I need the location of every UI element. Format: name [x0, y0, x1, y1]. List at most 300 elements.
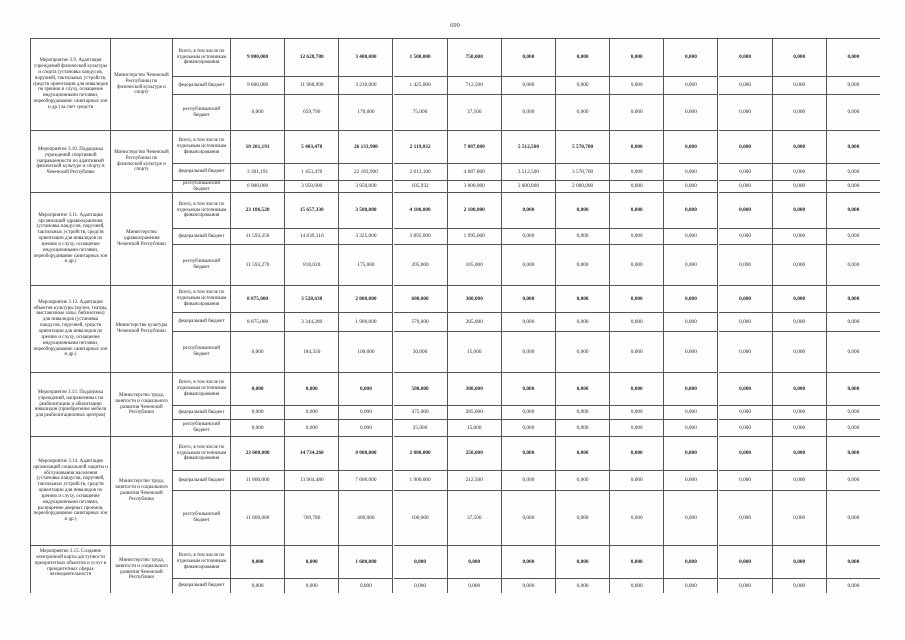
- value-cell-text: 205,000: [411, 261, 429, 268]
- value-cell: [339, 95, 393, 131]
- value-cell: [610, 164, 664, 181]
- funding-source-label-text: федеральный бюджет: [178, 169, 225, 175]
- value-cell-text: 0,000: [847, 295, 860, 302]
- value-cell: [827, 131, 880, 164]
- value-cell-text: 0,000: [684, 409, 697, 416]
- value-cell-text: 14 839,310: [299, 233, 324, 240]
- value-cell: [610, 95, 664, 131]
- value-cell: [610, 131, 664, 164]
- value-cell-text: 0,000: [305, 409, 318, 416]
- value-cell: [339, 164, 393, 181]
- value-cell-text: 0,000: [739, 450, 752, 457]
- value-cell-text: 5 512,500: [517, 143, 539, 150]
- funding-source-label-text: республиканский бюджет: [182, 259, 220, 270]
- value-cell-text: 0,000: [684, 450, 697, 457]
- value-cell-text: 1 453,470: [301, 168, 323, 175]
- responsible-executor: [111, 131, 173, 193]
- funding-source-label: [173, 131, 231, 164]
- value-cell: [827, 313, 880, 332]
- value-cell: [664, 286, 718, 313]
- value-cell: [556, 420, 610, 437]
- funding-source-label: [173, 491, 231, 546]
- value-cell-text: 14 734,260: [299, 450, 324, 457]
- value-cell-text: 0,000: [739, 385, 752, 392]
- value-cell-text: 170,000: [357, 109, 375, 116]
- measure-name-text: Мероприятие 3.9. Адаптация учреждений физической культуры и спорта (установка пандусов, поручней, тактильных устройств, средств ориентации для инвалидов по зрению и слуху, оснащение индукционными петлями, переоборудование санитарных зон и др.) за счет средств: [33, 58, 108, 110]
- value-cell-text: 10 201,191: [245, 143, 270, 150]
- value-cell: [664, 579, 718, 593]
- responsible-executor-text: Министерство труда, занятости и социального развития Чеченской Республики: [115, 392, 168, 416]
- value-cell: [394, 579, 448, 593]
- value-cell-text: 0,000: [576, 514, 589, 521]
- value-cell: [610, 437, 664, 471]
- funding-source-label-text: федеральный бюджет: [178, 82, 225, 88]
- value-cell: [285, 313, 339, 332]
- value-cell-text: 250,000: [465, 450, 483, 457]
- value-cell-text: 0,000: [522, 477, 535, 484]
- value-cell: [719, 245, 773, 286]
- value-cell: [448, 286, 502, 313]
- value-cell: [719, 373, 773, 406]
- value-cell-text: 105,932: [411, 183, 429, 190]
- value-cell: [664, 193, 718, 229]
- value-cell: [502, 229, 556, 245]
- value-cell: [719, 546, 773, 579]
- value-cell: [394, 39, 448, 77]
- value-cell-text: 0,000: [630, 514, 643, 521]
- value-cell-text: 9 800,000: [246, 82, 269, 89]
- value-cell: [231, 131, 285, 164]
- measure-name-text: Мероприятие 3.13. Поддержка учреждений, направленных на реабилитацию и абилитацию инвалидов (приобретение мебели для реабилитационных центров): [34, 389, 107, 419]
- value-cell: [339, 193, 393, 229]
- value-cell-text: 0,000: [847, 424, 860, 431]
- value-cell-text: 0,000: [576, 477, 589, 484]
- funding-source-label: [173, 373, 231, 406]
- value-cell: [339, 77, 393, 95]
- value-cell-text: 8 875,000: [246, 318, 269, 325]
- funding-source-label-text: федеральный бюджет: [178, 319, 225, 325]
- value-cell-text: 0,000: [739, 348, 752, 355]
- value-cell: [394, 286, 448, 313]
- value-cell-text: 0,000: [847, 409, 860, 416]
- value-cell-text: 0,000: [576, 450, 589, 457]
- funding-source-label-text: республиканский бюджет: [182, 106, 220, 118]
- value-cell-text: 0,000: [359, 409, 372, 416]
- value-cell: [719, 437, 773, 471]
- value-cell: [610, 579, 664, 593]
- value-cell-text: 0,000: [576, 261, 589, 268]
- funding-source-label-text: федеральный бюджет: [178, 233, 225, 239]
- funding-source-label-text: республиканский бюджет: [182, 181, 220, 192]
- value-cell: [285, 332, 339, 373]
- value-cell: [719, 77, 773, 95]
- value-cell: [502, 193, 556, 229]
- value-cell: [827, 181, 880, 193]
- value-cell: [394, 420, 448, 437]
- value-cell: [719, 491, 773, 546]
- value-cell: [664, 406, 718, 420]
- value-cell-text: 0,000: [793, 514, 806, 521]
- value-cell: [231, 193, 285, 229]
- value-cell-text: 3 895,000: [409, 233, 431, 240]
- value-cell: [339, 313, 393, 332]
- responsible-executor-text: Министерство Чеченской Республики по физической культуре и спорту: [114, 149, 169, 173]
- value-cell: [285, 164, 339, 181]
- value-cell-text: 0,000: [684, 385, 697, 392]
- value-cell: [827, 286, 880, 313]
- value-cell-text: 0,000: [847, 318, 860, 325]
- value-cell: [448, 229, 502, 245]
- value-cell: [285, 77, 339, 95]
- value-cell: [394, 491, 448, 546]
- value-cell-text: 818,020: [303, 261, 321, 268]
- value-cell-text: 0,000: [468, 582, 481, 589]
- value-cell-text: 0,000: [739, 143, 752, 150]
- value-cell: [502, 131, 556, 164]
- value-cell: [448, 373, 502, 406]
- value-cell: [773, 406, 827, 420]
- funding-source-label: [173, 39, 231, 77]
- value-cell: [339, 491, 393, 546]
- value-cell-text: 0,000: [847, 558, 860, 565]
- value-cell: [556, 131, 610, 164]
- value-cell-text: 600,000: [411, 295, 429, 302]
- value-cell-text: 0,000: [847, 477, 860, 484]
- value-cell-text: 3 950,000: [301, 183, 323, 190]
- value-cell-text: 22 183,900: [353, 168, 378, 175]
- value-cell-text: 7 087,800: [463, 143, 485, 150]
- value-cell-text: 0,000: [251, 582, 264, 589]
- value-cell-text: 285,000: [465, 318, 483, 325]
- value-cell: [773, 229, 827, 245]
- value-cell-text: 3 400,000: [355, 54, 377, 61]
- value-cell-text: 0,000: [793, 143, 806, 150]
- value-cell: [719, 420, 773, 437]
- value-cell: [773, 131, 827, 164]
- value-cell-text: 0,000: [847, 261, 860, 268]
- value-cell: [773, 420, 827, 437]
- value-cell: [448, 193, 502, 229]
- value-cell-text: 184,350: [303, 348, 321, 355]
- value-cell-text: 0,000: [359, 385, 372, 392]
- value-cell-text: 11 593,270: [245, 261, 270, 268]
- value-cell: [394, 437, 448, 471]
- value-cell: [285, 229, 339, 245]
- value-cell-text: 4 087,800: [463, 168, 485, 175]
- value-cell-text: 0,000: [630, 450, 643, 457]
- value-cell: [556, 491, 610, 546]
- value-cell: [827, 406, 880, 420]
- value-cell-text: 2 000,000: [409, 450, 431, 457]
- value-cell-text: 0,000: [739, 558, 752, 565]
- value-cell-text: 0,000: [739, 82, 752, 89]
- value-cell-text: 0,000: [251, 348, 264, 355]
- value-cell: [773, 164, 827, 181]
- value-cell: [231, 546, 285, 579]
- value-cell-text: 9 800,000: [246, 54, 269, 61]
- value-cell: [448, 579, 502, 593]
- value-cell: [773, 77, 827, 95]
- value-cell-text: 0,000: [251, 424, 264, 431]
- value-cell: [827, 95, 880, 131]
- value-cell-text: 0,000: [793, 348, 806, 355]
- value-cell: [231, 437, 285, 471]
- value-cell-text: 0,000: [847, 207, 860, 214]
- value-cell: [556, 471, 610, 491]
- value-cell-text: 4 100,000: [409, 207, 431, 214]
- funding-source-label: [173, 420, 231, 437]
- value-cell-text: 300,000: [465, 295, 483, 302]
- value-cell-text: 0,000: [630, 207, 643, 214]
- value-cell-text: 0,000: [739, 409, 752, 416]
- value-cell: [502, 373, 556, 406]
- value-cell-text: 0,000: [630, 54, 643, 61]
- value-cell: [448, 332, 502, 373]
- value-cell-text: 100,000: [357, 348, 375, 355]
- value-cell-text: 0,000: [630, 424, 643, 431]
- value-cell: [285, 39, 339, 77]
- value-cell-text: 0,000: [739, 168, 752, 175]
- value-cell: [394, 229, 448, 245]
- value-cell-text: 475,000: [411, 409, 429, 416]
- value-cell: [773, 181, 827, 193]
- value-cell: [556, 229, 610, 245]
- value-cell-text: 0,000: [793, 450, 806, 457]
- value-cell-text: 0,000: [684, 424, 697, 431]
- value-cell: [285, 95, 339, 131]
- value-cell-text: 0,000: [522, 385, 535, 392]
- value-cell-text: 0,000: [793, 183, 806, 190]
- value-cell: [664, 77, 718, 95]
- value-cell-text: 0,000: [576, 109, 589, 116]
- value-cell-text: 0,000: [684, 514, 697, 521]
- value-cell-text: 0,000: [847, 82, 860, 89]
- value-cell: [502, 579, 556, 593]
- funding-source-label: [173, 437, 231, 471]
- value-cell: [827, 39, 880, 77]
- value-cell-text: 0,000: [359, 582, 372, 589]
- value-cell-text: 0,000: [576, 54, 589, 61]
- value-cell-text: 2 000,000: [355, 295, 377, 302]
- value-cell-text: 0,000: [739, 233, 752, 240]
- value-cell: [502, 245, 556, 286]
- measure-name-text: Мероприятие 3.10. Поддержка учреждений спортивной направленности по адаптивной физической культуре и спорту в Чеченской Республике: [36, 146, 105, 176]
- value-cell: [773, 95, 827, 131]
- value-cell: [556, 437, 610, 471]
- value-cell-text: 0,000: [251, 558, 264, 565]
- value-cell-text: 0,000: [739, 582, 752, 589]
- value-cell-text: 400,000: [357, 514, 375, 521]
- value-cell: [556, 286, 610, 313]
- value-cell-text: 500,000: [411, 385, 429, 392]
- value-cell-text: 3 230,000: [355, 82, 377, 89]
- value-cell: [827, 373, 880, 406]
- value-cell-text: 0,000: [522, 450, 535, 457]
- measure-name: [31, 437, 111, 546]
- value-cell: [664, 181, 718, 193]
- value-cell-text: 0,000: [793, 207, 806, 214]
- value-cell: [448, 95, 502, 131]
- value-cell-text: 0,000: [793, 424, 806, 431]
- value-cell-text: 6 900,000: [246, 183, 269, 190]
- value-cell-text: 769,780: [303, 514, 321, 521]
- value-cell: [448, 181, 502, 193]
- value-cell: [285, 245, 339, 286]
- value-cell-text: 0,000: [630, 233, 643, 240]
- value-cell-text: 0,000: [576, 318, 589, 325]
- value-cell-text: 1 900,000: [355, 318, 377, 325]
- value-cell: [394, 546, 448, 579]
- value-cell: [664, 471, 718, 491]
- value-cell-text: 0,000: [414, 582, 427, 589]
- value-cell-text: 0,000: [522, 82, 535, 89]
- value-cell-text: 1 600,000: [355, 558, 377, 565]
- value-cell-text: 0,000: [793, 168, 806, 175]
- value-cell-text: 8 000,000: [355, 450, 377, 457]
- value-cell-text: 0,000: [576, 385, 589, 392]
- value-cell-text: 0,000: [630, 385, 643, 392]
- value-cell-text: 0,000: [739, 295, 752, 302]
- value-cell: [339, 579, 393, 593]
- funding-source-label: [173, 313, 231, 332]
- value-cell-text: 3 301,191: [246, 168, 269, 175]
- value-cell-text: 30,000: [412, 348, 428, 355]
- value-cell-text: 2 119,032: [409, 143, 431, 150]
- value-cell-text: 8 875,000: [246, 295, 269, 302]
- value-cell-text: 3 344,280: [301, 318, 323, 325]
- value-cell-text: 5 403,470: [301, 143, 323, 150]
- value-cell: [231, 181, 285, 193]
- value-cell-text: 0,000: [522, 514, 535, 521]
- value-cell: [664, 164, 718, 181]
- value-cell-text: 0,000: [684, 143, 697, 150]
- value-cell-text: 0,000: [630, 168, 643, 175]
- value-cell-text: 2 100,000: [463, 207, 485, 214]
- value-cell-text: 0,000: [847, 385, 860, 392]
- value-cell: [231, 313, 285, 332]
- value-cell: [502, 546, 556, 579]
- value-cell: [285, 546, 339, 579]
- value-cell-text: 0,000: [847, 450, 860, 457]
- value-cell: [556, 95, 610, 131]
- value-cell-text: 0,000: [847, 348, 860, 355]
- value-cell: [231, 229, 285, 245]
- value-cell-text: 0,000: [630, 295, 643, 302]
- value-cell-text: 0,000: [522, 233, 535, 240]
- value-cell: [285, 406, 339, 420]
- value-cell: [556, 164, 610, 181]
- value-cell: [610, 471, 664, 491]
- value-cell: [394, 373, 448, 406]
- value-cell: [827, 77, 880, 95]
- value-cell: [827, 491, 880, 546]
- value-cell: [610, 373, 664, 406]
- funding-source-label-text: республиканский бюджет: [182, 346, 220, 357]
- value-cell: [610, 546, 664, 579]
- value-cell: [394, 406, 448, 420]
- value-cell-text: 0,000: [305, 385, 318, 392]
- value-cell: [773, 332, 827, 373]
- value-cell-text: 0,000: [305, 558, 318, 565]
- value-cell-text: 0,000: [847, 514, 860, 521]
- measure-name: [31, 39, 111, 131]
- value-cell-text: 25,000: [412, 424, 428, 431]
- value-cell: [231, 39, 285, 77]
- value-cell-text: 0,000: [739, 514, 752, 521]
- value-cell-text: 0,000: [576, 233, 589, 240]
- value-cell: [664, 491, 718, 546]
- value-cell: [285, 437, 339, 471]
- value-cell-text: 0,000: [684, 348, 697, 355]
- value-cell-text: 0,000: [305, 582, 318, 589]
- responsible-executor-text: Министерство культуры Чеченской Республики: [115, 323, 168, 334]
- responsible-executor: [111, 546, 173, 593]
- measure-name-text: Мероприятие 3.14. Адаптация организаций социальной защиты и обслуживания населения (установка пандусов, поручней, тактильных устройств, средств ориентации для инвалидов по зрению и слуху, оснащение индукционными петлями, расширение дверных проемов, переоборудование санитарных зон и др.): [33, 458, 108, 523]
- value-cell: [773, 579, 827, 593]
- value-cell: [773, 193, 827, 229]
- value-cell: [448, 406, 502, 420]
- funding-source-label: [173, 164, 231, 181]
- responsible-executor-text: Министерство труда, занятости и социального развития Чеченской Республики: [115, 479, 168, 502]
- value-cell-text: 0,000: [684, 558, 697, 565]
- value-cell: [719, 95, 773, 131]
- value-cell-text: 0,000: [251, 385, 264, 392]
- responsible-executor-text: Министерство здравоохранения Чеченской Республики: [117, 230, 166, 247]
- value-cell: [827, 164, 880, 181]
- value-cell: [610, 229, 664, 245]
- value-cell: [339, 181, 393, 193]
- value-cell: [556, 406, 610, 420]
- funding-source-label: [173, 286, 231, 313]
- value-cell-text: 0,000: [576, 582, 589, 589]
- value-cell: [502, 286, 556, 313]
- value-cell: [502, 491, 556, 546]
- value-cell-text: 105,000: [465, 261, 483, 268]
- value-cell-text: 0,000: [522, 318, 535, 325]
- value-cell: [719, 471, 773, 491]
- value-cell: [502, 164, 556, 181]
- value-cell-text: 0,000: [522, 261, 535, 268]
- value-cell: [719, 181, 773, 193]
- value-cell: [610, 193, 664, 229]
- funding-source-label: [173, 332, 231, 373]
- value-cell-text: 0,000: [684, 582, 697, 589]
- value-cell-text: 0,000: [522, 409, 535, 416]
- value-cell-text: 100,000: [411, 514, 429, 521]
- value-cell: [394, 95, 448, 131]
- value-cell-text: 0,000: [522, 109, 535, 116]
- measure-name-text: Мероприятие 3.11. Адаптация организаций здравоохранения (установка пандусов, поручней, тактильных устройств, средств ориентации для инвалидов по зрению и слуху, оснащение индукционными петлями, переоборудование санитарных зон и др.): [33, 212, 108, 265]
- value-cell-text: 0,000: [847, 143, 860, 150]
- value-cell-text: 175,000: [357, 261, 375, 268]
- value-cell: [231, 373, 285, 406]
- value-cell-text: 3 512,500: [517, 168, 539, 175]
- value-cell-text: 23 186,520: [245, 207, 270, 214]
- value-cell-text: 0,000: [684, 54, 697, 61]
- value-cell: [719, 406, 773, 420]
- value-cell: [610, 313, 664, 332]
- value-cell-text: 0,000: [684, 109, 697, 116]
- funding-source-label-text: Всего, в том числе по отдельным источникам финансирования: [176, 380, 227, 397]
- value-cell-text: 0,000: [576, 82, 589, 89]
- value-cell: [502, 181, 556, 193]
- value-cell-text: 0,000: [793, 409, 806, 416]
- funding-source-label: [173, 77, 231, 95]
- value-cell-text: 13 964,480: [299, 477, 324, 484]
- value-cell: [827, 579, 880, 593]
- value-cell-text: 0,000: [684, 233, 697, 240]
- value-cell: [827, 332, 880, 373]
